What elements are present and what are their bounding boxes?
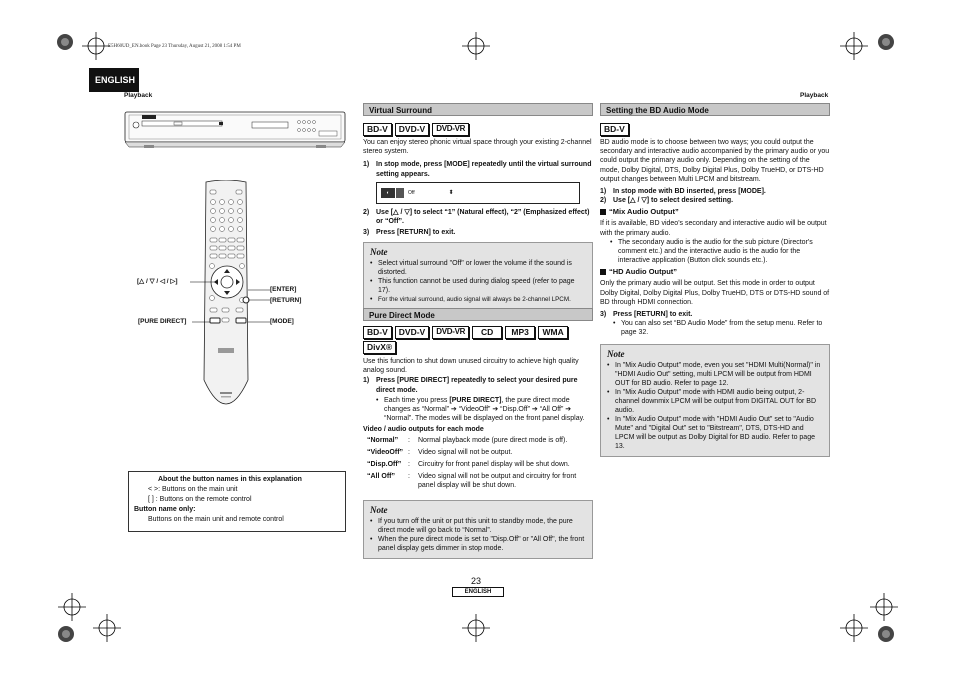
virtual-surround-title: Virtual Surround xyxy=(363,103,593,116)
pure-direct-step-1: 1) Press [PURE DIRECT] repeatedly to select your desired pure direct mode. xyxy=(363,377,578,394)
up-down-arrow-icon: ⬍ xyxy=(448,190,454,197)
note-title: Note xyxy=(607,348,625,359)
callout-enter-button: [ENTER] xyxy=(270,286,297,293)
registration-mark-bottom-left-2 xyxy=(93,614,121,642)
registration-mark-bottom-right xyxy=(840,614,868,642)
hd-audio-text: Only the primary audio will be output. Set this mode in order to output Dolby Digital, Dolby Digital Plus, Dolby TrueHD, DTS or DTS-HD sound of BD through HDMI connection. xyxy=(600,280,830,306)
virtual-surround-osd xyxy=(376,182,580,204)
pure-direct-section xyxy=(363,308,593,559)
mix-audio-bullet: • The secondary audio is the audio for the sub picture (Director's comment etc.) and the interactive audio is the audio for the interactive application (Button click sounds etc.). xyxy=(610,238,813,265)
registration-mark-top-right xyxy=(840,32,868,60)
virtual-surround-step-1: 1) In stop mode, press [MODE] repeatedly until the virtual surround setting appears. xyxy=(363,161,592,178)
button-names-only-desc: Buttons on the main unit and remote control xyxy=(148,516,284,523)
note-item: • In "Mix Audio Output" mode with "HDMI Audio Out" set to "Audio Mute" and "Digital Out" set to "Bitstream", DTS, DTS-HD and LPCM will be output as Dolby Digital for BD audio. Refer to page 13. xyxy=(607,415,815,450)
surround-mode-icon xyxy=(396,188,404,198)
bd-audio-step-1: 1) In stop mode with BD inserted, press [MODE]. xyxy=(600,188,766,196)
section-label-left: Playback xyxy=(124,92,153,99)
mode-row: “Disp.Off” : Circuitry for front panel display will be shut down. xyxy=(367,461,570,469)
bd-audio-step-2: 2) Use [△ / ▽] to select desired setting. xyxy=(600,197,734,205)
note-item: • This function cannot be used during dialog speed (refer to page 17). xyxy=(370,278,575,295)
badge-cd: CD xyxy=(472,326,502,339)
badge-wma: WMA xyxy=(538,326,568,339)
note-item: • For the virtual surround, audio signal will always be 2-channel LPCM. xyxy=(370,296,571,304)
badge-bd-v: BD-V xyxy=(363,123,392,136)
bd-audio-title: Setting the BD Audio Mode xyxy=(600,103,830,116)
button-names-title: About the button names in this explanation xyxy=(158,476,302,483)
note-item: • Select virtual surround "Off" or lower the volume if the sound is distorted. xyxy=(370,260,572,277)
button-names-only-label: Button name only: xyxy=(134,506,196,513)
pure-direct-note xyxy=(363,500,593,559)
mode-row: “VideoOff” : Video signal will not be output. xyxy=(367,448,513,456)
section-label-right: Playback xyxy=(800,92,829,99)
color-dial-top-right xyxy=(877,33,895,51)
bd-audio-section xyxy=(600,103,830,457)
surround-icon: ◐ xyxy=(381,188,395,198)
color-dial-bottom-left xyxy=(57,625,75,643)
virtual-surround-intro: You can enjoy stereo phonic virtual space through your existing 2-channel stereo system. xyxy=(363,139,592,156)
square-bullet-icon xyxy=(600,269,606,275)
page-number: 23 xyxy=(471,576,482,586)
virtual-surround-step-3: 3) Press [RETURN] to exit. xyxy=(363,229,456,237)
virtual-surround-step-2: 2) Use [△ / ▽] to select “1” (Natural effect), “2” (Emphasized effect) or “Off”. xyxy=(363,208,590,226)
registration-mark-top-left xyxy=(82,32,110,60)
note-item: • If you turn off the unit or put this unit to standby mode, the pure direct mode will go back to “Normal”. xyxy=(370,517,573,534)
pure-direct-table-title: Video / audio outputs for each mode xyxy=(363,426,484,434)
badge-dvd-vr: DVD-VR xyxy=(432,123,469,136)
note-item: • In "Mix Audio Output" mode, even you set "HDMI Multi(Normal)" in "HDMI Audio Out" setting, multi LPCM will be output from HDMI OUT for BD audio. Refer to page 12. xyxy=(607,361,821,387)
button-names-box xyxy=(128,471,346,532)
color-dial-bottom-right xyxy=(877,625,895,643)
pure-direct-intro: Use this function to shut down unused circuitry to achieve high quality analog sound. xyxy=(363,358,579,375)
registration-mark-bottom-right-2 xyxy=(870,593,898,621)
badge-bd-v: BD-V xyxy=(600,123,629,136)
mix-audio-text: If it is available, BD video's secondary and interactive audio will be output with the primary audio. xyxy=(600,220,827,237)
bd-audio-intro: BD audio mode is to choose between two ways; you could output the secondary and interactive audio accompanied by the primary audio or you could output the primary audio only. Depending on the setting of the mode, Dolby Digital, DTS, Dolby Digital Plus, Dolby TrueHD, or DTS-HD output changes between Multi LPCM and bitstream. xyxy=(600,139,830,183)
pure-direct-badges xyxy=(363,326,593,354)
blu-ray-player-illustration xyxy=(124,110,346,150)
pure-direct-title: Pure Direct Mode xyxy=(363,308,593,321)
button-names-remote: [ ] : Buttons on the remote control xyxy=(148,496,252,503)
virtual-surround-section xyxy=(363,103,593,310)
osd-value: Off xyxy=(408,189,415,196)
callout-cursor-buttons: [△ / ▽ / ◁ / ▷] xyxy=(137,278,178,285)
pure-direct-mode-table xyxy=(363,436,593,491)
mode-row: “Normal” : Normal playback mode (pure direct mode is off). xyxy=(367,436,568,444)
pure-direct-step-1-bullet: • Each time you press [PURE DIRECT], the pure direct mode changes as “Normal” ➔ “VideoOff” ➔ “Disp.Off” ➔ “All Off” ➔ “Normal”. The modes will be displayed on the front panel display. xyxy=(376,396,585,423)
callout-pure-direct-button: [PURE DIRECT] xyxy=(138,318,187,325)
virtual-surround-note xyxy=(363,242,593,310)
file-info-line: E5H60UD_EN.book Page 23 Thursday, August 21, 2008 1:54 PM xyxy=(108,44,241,49)
footer-language: ENGLISH xyxy=(452,587,504,597)
callout-lines xyxy=(190,270,270,330)
bd-audio-step-3: 3) Press [RETURN] to exit. xyxy=(600,311,693,319)
mode-row: “All Off” : Video signal will not be output and circuitry for front panel display will be shut down. xyxy=(367,473,577,490)
callout-mode-button: [MODE] xyxy=(270,318,294,325)
bd-audio-badges xyxy=(600,123,830,136)
registration-mark-bottom-center xyxy=(462,614,490,642)
note-title: Note xyxy=(370,247,388,258)
note-item: • In "Mix Audio Output" mode with HDMI audio being output, 2-channel downmix LPCM will be output from DIGITAL OUT for BD audio. xyxy=(607,388,816,414)
badge-mp3: MP3 xyxy=(505,326,535,339)
badge-dvd-vr: DVD-VR xyxy=(432,326,469,339)
badge-dvd-v: DVD-V xyxy=(395,326,429,339)
button-names-main-unit: < >: Buttons on the main unit xyxy=(148,486,238,493)
virtual-surround-badges xyxy=(363,123,593,136)
note-item: • When the pure direct mode is set to "Disp.Off" or "All Off", the front panel display gets dimmer in stop mode. xyxy=(370,535,585,552)
hd-audio-heading: “HD Audio Output” xyxy=(600,267,830,276)
callout-return-button: [RETURN] xyxy=(270,297,302,304)
bd-audio-note xyxy=(600,344,830,457)
registration-mark-top-center xyxy=(462,32,490,60)
language-tab: ENGLISH xyxy=(89,68,139,92)
note-title: Note xyxy=(370,504,388,515)
badge-bd-v: BD-V xyxy=(363,326,392,339)
color-dial-top-left xyxy=(56,33,74,51)
badge-dvd-v: DVD-V xyxy=(395,123,429,136)
badge-divx: DivX® xyxy=(363,341,396,354)
mix-audio-heading: “Mix Audio Output” xyxy=(600,207,830,216)
registration-mark-bottom-left xyxy=(58,593,86,621)
bd-audio-step-3-bullet: • You can also set “BD Audio Mode” from the setup menu. Refer to page 32. xyxy=(613,320,823,337)
square-bullet-icon xyxy=(600,209,606,215)
